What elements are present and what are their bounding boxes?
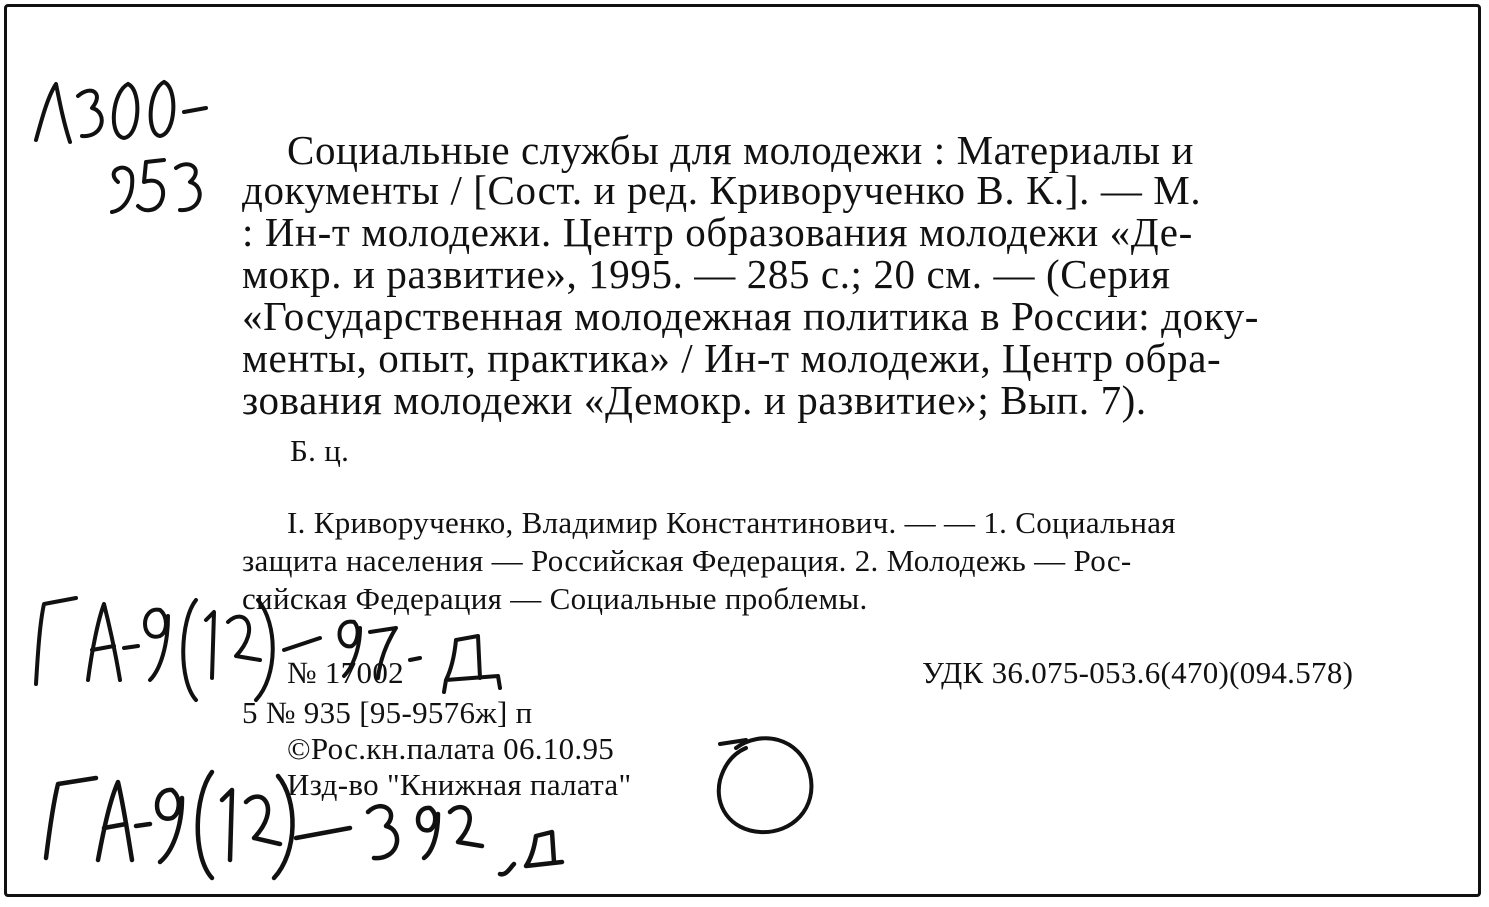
handwritten-call-number bbox=[36, 82, 206, 212]
order-line: 5 № 935 [95-9576ж] п bbox=[242, 695, 533, 730]
handwritten-circle-mark bbox=[719, 738, 812, 832]
description-line-4: мокр. и развитие», 1995. — 285 с.; 20 см. — (Серия bbox=[242, 251, 1171, 297]
tracing-line-3: сийская Федерация — Социальные проблемы. bbox=[242, 581, 868, 616]
description-line-3: : Ин-т молодежи. Центр образования молодежи «Де- bbox=[242, 209, 1193, 255]
description-line-5: «Государственная молодежная политика в России: доку- bbox=[242, 293, 1259, 339]
udc-code: УДК 36.075-053.6(470)(094.578) bbox=[922, 655, 1354, 690]
publisher-line: Изд-во "Книжная палата" bbox=[287, 767, 632, 802]
tracing-line-2: защита населения — Российская Федерация. 2. Молодежь — Рос- bbox=[242, 543, 1132, 578]
description-line-6: менты, опыт, практика» / Ин-т молодежи, Центр обра- bbox=[242, 335, 1222, 381]
description-line-1: Социальные службы для молодежи : Материалы и bbox=[287, 127, 1195, 173]
copyright-line: ©Рос.кн.палата 06.10.95 bbox=[287, 731, 615, 766]
price-note: Б. ц. bbox=[290, 433, 350, 468]
description-line-2: документы / [Сост. и ред. Криворученко В. К.]. — М. bbox=[242, 167, 1202, 213]
description-line-7: зования молодежи «Демокр. и развитие»; Вып. 7). bbox=[242, 377, 1147, 423]
record-number: № 17002 bbox=[287, 655, 404, 690]
tracing-line-1: I. Криворученко, Владимир Константинович. — — 1. Социальная bbox=[287, 505, 1176, 540]
